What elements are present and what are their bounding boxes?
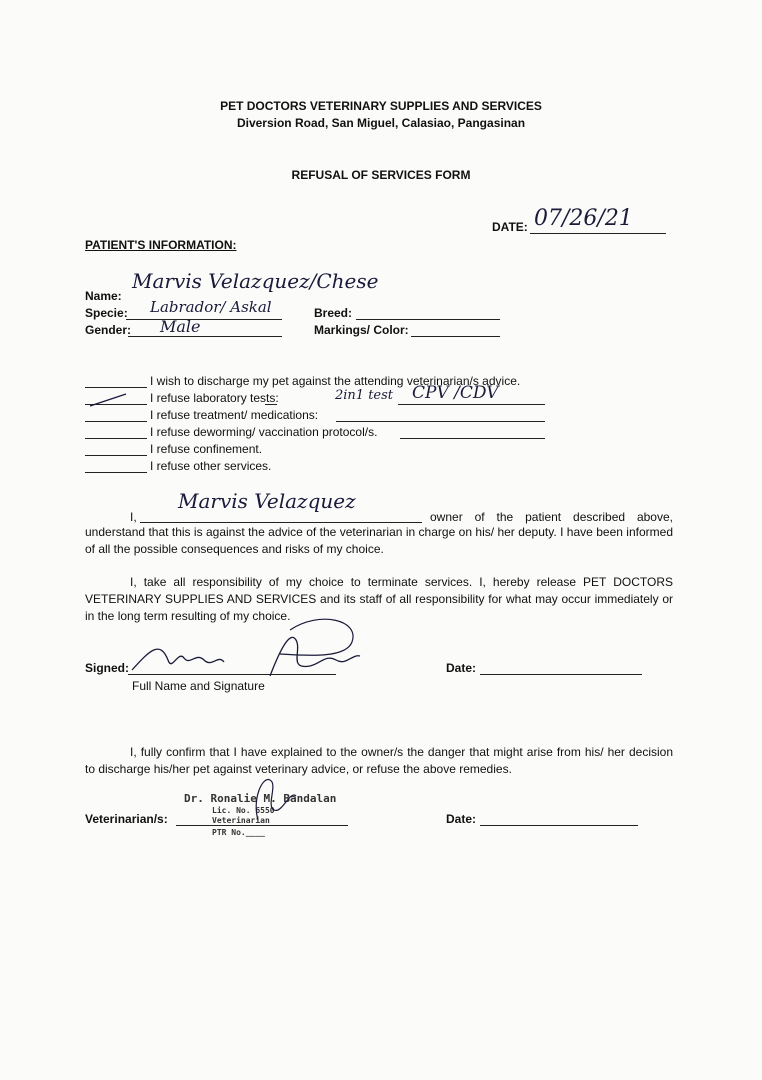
vet-signature xyxy=(240,770,310,830)
stamp-ptr: PTR No.____ xyxy=(212,828,265,837)
markings-line xyxy=(411,336,500,337)
option-confinement: I refuse confinement. xyxy=(150,442,263,456)
date-value: 07/26/21 xyxy=(534,206,633,231)
vet-date-line xyxy=(480,825,638,826)
statement-prefix: I, xyxy=(130,510,137,524)
breed-line xyxy=(356,319,500,320)
signed-label: Signed: xyxy=(85,661,129,675)
vet-label: Veterinarian/s: xyxy=(85,812,168,826)
vet-date-label: Date: xyxy=(446,812,477,826)
release-text: I, take all responsibility of my choice to terminate services. I, hereby release PET DOCTORS VETERINARY SUPPLIES AND SERVICES and its staff of all responsibility for what may occur immediately or in the long term resulting of my choice. xyxy=(85,575,673,623)
date-line xyxy=(530,233,666,234)
confirm-text: I, fully confirm that I have explained to the owner/s the danger that might arise from his/ her decision to discharge his/her pet against veterinary advice, or refuse the above remedies. xyxy=(85,745,673,776)
option-lab-tests: I refuse laboratory tests: xyxy=(150,391,279,405)
statement-name-line xyxy=(140,522,422,523)
statement-name-written: Marvis Velazquez xyxy=(178,489,356,513)
option-blank xyxy=(85,438,147,439)
lab-tests-written: 2in1 test xyxy=(335,388,394,403)
lab-tests-written-2: CPV /CDV xyxy=(412,383,499,403)
option-deworming: I refuse deworming/ vaccination protocol/s. xyxy=(150,425,378,439)
vet-line xyxy=(176,825,348,826)
option-lab-line xyxy=(398,404,545,405)
stamp-role: Veterinarian xyxy=(212,816,270,825)
markings-label: Markings/ Color: xyxy=(314,323,409,337)
option-other: I refuse other services. xyxy=(150,459,272,473)
specie-value: Labrador/ Askal xyxy=(150,298,272,316)
date-label: DATE: xyxy=(492,220,528,234)
option-blank xyxy=(85,455,147,456)
check-mark xyxy=(88,392,128,408)
signed-date-label: Date: xyxy=(446,661,477,675)
gender-label: Gender: xyxy=(85,323,132,337)
stamp-license: Lic. No. 6550 xyxy=(212,806,275,815)
option-treatment-line xyxy=(336,421,545,422)
patient-section-title: PATIENT'S INFORMATION: xyxy=(85,238,237,252)
gender-line xyxy=(128,336,282,337)
signed-sublabel: Full Name and Signature xyxy=(132,679,265,693)
statement-text: understand that this is against the advice of the veterinarian in charge on his/ her deputy. I have been informed of all the possible consequences and risks of my choice. xyxy=(85,525,673,556)
option-deworming-line xyxy=(400,438,545,439)
company-name: PET DOCTORS VETERINARY SUPPLIES AND SERVICES xyxy=(220,99,542,113)
breed-label: Breed: xyxy=(314,306,353,320)
signed-date-line xyxy=(480,674,642,675)
company-address: Diversion Road, San Miguel, Calasiao, Pangasinan xyxy=(236,116,526,130)
option-discharge: I wish to discharge my pet against the attending veterinarian/s advice. xyxy=(150,374,521,388)
name-value: Marvis Velazquez/Chese xyxy=(132,269,379,293)
gender-value: Male xyxy=(160,317,201,336)
form-title: REFUSAL OF SERVICES FORM xyxy=(291,168,471,182)
option-blank xyxy=(85,472,147,473)
option-blank xyxy=(85,421,147,422)
specie-line xyxy=(126,319,282,320)
name-label: Name: xyxy=(85,289,122,303)
option-treatment: I refuse treatment/ medications: xyxy=(150,408,319,422)
option-blank xyxy=(85,387,147,388)
specie-label: Specie: xyxy=(85,306,128,320)
statement-line1-end: owner of the patient described above, xyxy=(430,510,673,524)
stamp-name: Dr. Ronalie M. Bandalan xyxy=(184,792,337,805)
option-lab-blank xyxy=(265,404,277,405)
